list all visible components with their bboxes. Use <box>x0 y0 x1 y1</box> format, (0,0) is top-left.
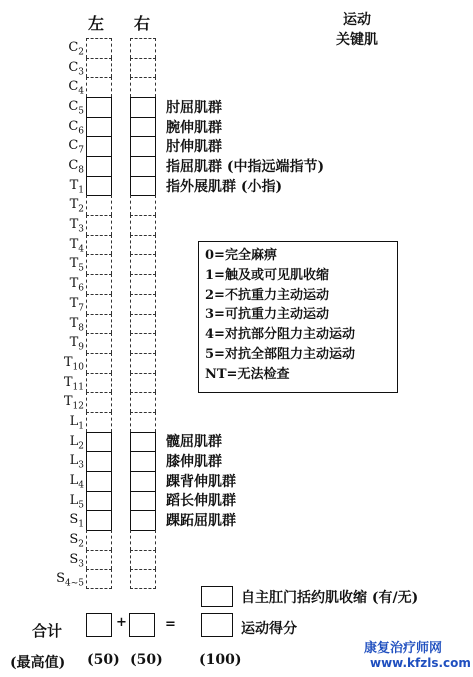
segment-label <box>50 571 84 592</box>
score-cell-placeholder <box>130 254 156 274</box>
segment-letter: T <box>69 217 79 233</box>
score-cell-placeholder <box>130 235 156 255</box>
score-cell-placeholder <box>86 333 112 353</box>
right-column-header: 右 <box>134 14 151 33</box>
legend-item-2: 2=不抗重力主动运动 <box>205 287 329 303</box>
segment-number: 3 <box>78 559 84 570</box>
grading-legend <box>198 241 398 393</box>
muscle-l4: 踝背伸肌群 <box>166 474 236 490</box>
score-cell-placeholder <box>130 77 156 97</box>
score-cell-placeholder <box>86 530 112 550</box>
segment-letter: T <box>63 394 73 410</box>
segment-number: 12 <box>72 401 84 412</box>
segment-number: 4~5 <box>65 578 84 589</box>
score-cell-placeholder <box>130 530 156 550</box>
key-muscle-score-cell[interactable] <box>130 471 156 492</box>
muscle-l2: 髋屈肌群 <box>166 434 222 450</box>
segment-letter: L <box>69 492 79 508</box>
watermark-line1: 康复治疗师网 <box>364 641 443 656</box>
score-cell-placeholder <box>130 412 156 432</box>
legend-item-1: 1=触及或可见肌收缩 <box>205 267 329 283</box>
key-muscle-score-cell[interactable] <box>86 97 112 118</box>
segment-letter: S <box>69 532 79 547</box>
segment-letter: T <box>69 315 79 331</box>
segment-number: 4 <box>78 86 84 97</box>
segment-label <box>50 355 84 376</box>
segment-number: 5 <box>78 500 84 511</box>
segment-label <box>50 335 84 356</box>
key-muscle-score-cell[interactable] <box>130 97 156 118</box>
segment-number: 3 <box>78 67 84 78</box>
segment-number: 3 <box>78 224 84 235</box>
segment-letter: C <box>68 99 79 115</box>
score-cell-placeholder <box>86 215 112 235</box>
key-muscle-score-cell[interactable] <box>130 510 156 531</box>
segment-label <box>50 79 84 100</box>
segment-label <box>50 197 84 218</box>
key-muscle-score-cell[interactable] <box>86 432 112 453</box>
segment-number: 5 <box>78 106 84 117</box>
segment-number: 4 <box>78 244 84 255</box>
score-cell-placeholder <box>86 569 112 589</box>
segment-letter: T <box>69 197 79 213</box>
muscles-title-line2: 关键肌 <box>336 32 378 48</box>
score-cell-placeholder <box>86 235 112 255</box>
segment-letter: S <box>56 571 65 587</box>
segment-number: 2 <box>78 441 84 452</box>
segment-number: 3 <box>78 460 84 471</box>
segment-label <box>50 119 84 140</box>
segment-label <box>50 178 84 199</box>
segment-number: 2 <box>78 539 84 550</box>
segment-letter: L <box>69 433 79 449</box>
segment-label <box>50 552 84 573</box>
equals-sign: = <box>165 617 176 632</box>
max-left-value: (50) <box>87 652 120 668</box>
motor-score-label: 运动得分 <box>241 621 297 637</box>
score-cell-placeholder <box>130 215 156 235</box>
segment-letter: T <box>69 276 79 292</box>
segment-number: 1 <box>78 421 84 432</box>
segment-number: 5 <box>78 264 84 275</box>
segment-label <box>50 512 84 533</box>
key-muscle-score-cell[interactable] <box>86 491 112 512</box>
score-cell-placeholder <box>130 314 156 334</box>
key-muscle-score-cell[interactable] <box>86 510 112 531</box>
key-muscle-score-cell[interactable] <box>130 176 156 197</box>
segment-number: 2 <box>78 205 84 216</box>
max-label: (最高值) <box>10 655 66 671</box>
segment-number: 1 <box>78 519 84 530</box>
segment-letter: L <box>69 413 79 429</box>
score-cell-placeholder <box>86 58 112 78</box>
segment-letter: T <box>69 335 79 351</box>
key-muscle-score-cell[interactable] <box>86 156 112 177</box>
key-muscle-score-cell[interactable] <box>86 176 112 197</box>
score-cell-placeholder <box>86 38 112 58</box>
motor-score-box[interactable] <box>201 613 233 637</box>
segment-letter: C <box>68 138 79 154</box>
muscle-c6: 腕伸肌群 <box>166 120 222 136</box>
muscles-title-line1: 运动 <box>343 12 371 28</box>
segment-label <box>50 256 84 277</box>
segment-letter: S <box>69 512 79 528</box>
segment-letter: L <box>69 453 79 469</box>
segment-label <box>50 493 84 514</box>
segment-label <box>50 217 84 238</box>
score-cell-placeholder <box>86 294 112 314</box>
score-cell-placeholder <box>86 373 112 393</box>
score-cell-placeholder <box>86 412 112 432</box>
score-cell-placeholder <box>130 353 156 373</box>
segment-number: 10 <box>72 362 84 373</box>
segment-label <box>50 99 84 120</box>
max-total-value: (100) <box>199 652 242 668</box>
segment-label <box>50 532 84 553</box>
segment-label <box>50 414 84 435</box>
segment-letter: C <box>68 79 79 95</box>
anal-contraction-box[interactable] <box>201 586 233 607</box>
segment-number: 7 <box>78 145 84 156</box>
legend-item-nt: NT=无法检查 <box>205 366 290 382</box>
watermark <box>364 641 471 671</box>
key-muscle-score-cell[interactable] <box>130 491 156 512</box>
segment-number: 2 <box>78 47 84 58</box>
segment-label <box>50 453 84 474</box>
segment-letter: C <box>68 59 79 75</box>
score-cell-placeholder <box>130 333 156 353</box>
score-cell-placeholder <box>86 195 112 215</box>
score-cell-placeholder <box>130 392 156 412</box>
score-cell-placeholder <box>86 392 112 412</box>
key-muscle-score-cell[interactable] <box>130 451 156 472</box>
score-cell-placeholder <box>86 77 112 97</box>
muscle-c5: 肘屈肌群 <box>166 100 222 116</box>
key-muscle-score-cell[interactable] <box>86 451 112 472</box>
segment-number: 11 <box>72 382 84 393</box>
score-cell-placeholder <box>130 38 156 58</box>
score-cell-placeholder <box>130 373 156 393</box>
segment-label <box>50 394 84 415</box>
muscle-t1: 指外展肌群 (小指) <box>166 179 283 195</box>
key-muscle-score-cell[interactable] <box>130 136 156 157</box>
score-cell-placeholder <box>86 314 112 334</box>
segment-letter: C <box>68 158 79 174</box>
segment-letter: S <box>69 551 79 567</box>
score-cell-placeholder <box>130 195 156 215</box>
segment-number: 9 <box>78 342 84 353</box>
anal-contraction-label: 自主肛门括约肌收缩 (有/无) <box>241 590 419 606</box>
muscle-c8: 指屈肌群 (中指远端指节) <box>166 159 325 175</box>
key-muscle-score-cell[interactable] <box>86 117 112 138</box>
plus-sign: + <box>116 615 127 630</box>
segment-label <box>50 237 84 258</box>
legend-item-0: 0=完全麻痹 <box>205 248 277 263</box>
segment-letter: C <box>68 118 79 134</box>
total-label: 合计 <box>32 622 63 640</box>
score-cell-placeholder <box>86 274 112 294</box>
score-cell-placeholder <box>130 569 156 589</box>
key-muscle-score-cell[interactable] <box>130 156 156 177</box>
segment-label <box>50 40 84 61</box>
segment-letter: T <box>69 295 79 311</box>
key-muscle-score-cell[interactable] <box>86 471 112 492</box>
key-muscle-score-cell[interactable] <box>130 117 156 138</box>
segment-label <box>50 158 84 179</box>
legend-item-5: 5=对抗全部阻力主动运动 <box>205 346 355 362</box>
segment-label <box>50 473 84 494</box>
segment-letter: T <box>69 177 79 193</box>
segment-number: 4 <box>78 480 84 491</box>
key-muscle-score-cell[interactable] <box>130 432 156 453</box>
muscle-s1: 踝跖屈肌群 <box>166 513 236 529</box>
score-cell-placeholder <box>130 274 156 294</box>
segment-number: 6 <box>78 283 84 294</box>
key-muscle-score-cell[interactable] <box>86 136 112 157</box>
right-total-box[interactable] <box>129 613 155 637</box>
segment-label <box>50 276 84 297</box>
segment-label <box>50 375 84 396</box>
max-right-value: (50) <box>130 652 163 668</box>
segment-number: 8 <box>78 323 84 334</box>
segment-number: 7 <box>78 303 84 314</box>
score-cell-placeholder <box>86 254 112 274</box>
left-total-box[interactable] <box>86 613 112 637</box>
segment-letter: T <box>63 374 73 390</box>
muscle-l3: 膝伸肌群 <box>166 454 222 470</box>
left-column-header: 左 <box>88 14 105 33</box>
legend-item-3: 3=可抗重力主动运动 <box>205 307 329 323</box>
segment-letter: T <box>63 354 73 370</box>
segment-label <box>50 60 84 81</box>
segment-number: 6 <box>78 126 84 137</box>
segment-label <box>50 316 84 337</box>
legend-item-4: 4=对抗部分阻力主动运动 <box>205 327 355 343</box>
segment-label <box>50 296 84 317</box>
score-cell-placeholder <box>86 550 112 570</box>
score-cell-placeholder <box>130 294 156 314</box>
segment-label <box>50 138 84 159</box>
segment-letter: T <box>69 256 79 272</box>
watermark-line2: www.kfzls.com <box>370 656 471 670</box>
segment-letter: L <box>69 472 79 488</box>
muscle-c7: 肘伸肌群 <box>166 139 222 155</box>
segment-number: 8 <box>78 165 84 176</box>
segment-letter: T <box>69 236 79 252</box>
score-cell-placeholder <box>86 353 112 373</box>
segment-number: 1 <box>78 185 84 196</box>
segment-label <box>50 434 84 455</box>
score-cell-placeholder <box>130 550 156 570</box>
segment-letter: C <box>68 40 79 55</box>
muscle-l5: 蹈长伸肌群 <box>166 493 236 509</box>
score-cell-placeholder <box>130 58 156 78</box>
